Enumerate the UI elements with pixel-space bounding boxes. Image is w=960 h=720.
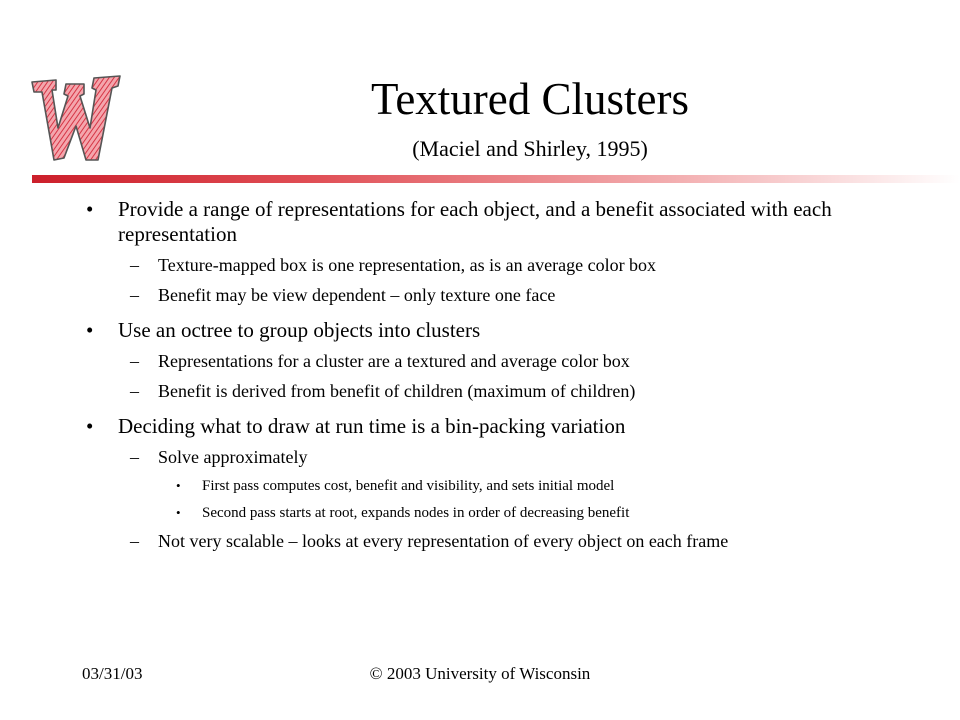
bullet-item bbox=[82, 318, 882, 343]
title-divider bbox=[32, 175, 960, 183]
slide-subtitle: (Maciel and Shirley, 1995) bbox=[412, 136, 648, 161]
sub-bullet-item bbox=[82, 445, 882, 469]
sub-sub-bullet-text: First pass computes cost, benefit and visibility, and sets initial model bbox=[202, 478, 615, 494]
sub-bullet-text: Representations for a cluster are a textured and average color box bbox=[158, 351, 630, 371]
bullet-text: Use an octree to group objects into clusters bbox=[118, 318, 481, 342]
dash-marker: – bbox=[130, 381, 139, 401]
slide-body bbox=[82, 197, 882, 553]
slide-title: Textured Clusters bbox=[370, 74, 690, 124]
sub-bullet-text: Solve approximately bbox=[158, 447, 308, 467]
sub-sub-bullet-text: Second pass starts at root, expands nodes in order of decreasing benefit bbox=[202, 505, 630, 521]
bullet-text: Provide a range of representations for each object, and a benefit associated with each representation bbox=[118, 197, 832, 246]
sub-bullet-text: Benefit may be view dependent – only texture one face bbox=[158, 285, 556, 305]
sub-bullet-item bbox=[82, 529, 882, 553]
bullet-item bbox=[82, 197, 882, 247]
bullet-item bbox=[82, 414, 882, 439]
sub-bullet-item bbox=[82, 349, 882, 373]
sub-sub-bullet-item bbox=[82, 503, 882, 523]
bullet-marker: • bbox=[86, 197, 94, 221]
dash-marker: – bbox=[130, 285, 139, 305]
dot-marker: • bbox=[176, 478, 181, 493]
dash-marker: – bbox=[130, 255, 139, 275]
dot-marker: • bbox=[176, 505, 181, 520]
sub-bullet-item bbox=[82, 253, 882, 277]
sub-sub-bullet-item bbox=[82, 476, 882, 496]
bullet-marker: • bbox=[86, 414, 94, 438]
dash-marker: – bbox=[130, 447, 139, 467]
sub-bullet-text: Texture-mapped box is one representation, as is an average color box bbox=[158, 255, 657, 275]
bullet-marker: • bbox=[86, 318, 94, 342]
dash-marker: – bbox=[130, 531, 139, 551]
dash-marker: – bbox=[130, 351, 139, 371]
footer-date: 03/31/03 bbox=[82, 664, 143, 683]
sub-bullet-text: Benefit is derived from benefit of children (maximum of children) bbox=[158, 381, 636, 401]
wisconsin-w-logo-icon bbox=[26, 70, 126, 170]
sub-bullet-item bbox=[82, 379, 882, 403]
bullet-text: Deciding what to draw at run time is a bin-packing variation bbox=[118, 414, 626, 438]
sub-bullet-item bbox=[82, 283, 882, 307]
footer-copyright: © 2003 University of Wisconsin bbox=[369, 664, 591, 683]
sub-bullet-text: Not very scalable – looks at every representation of every object on each frame bbox=[158, 531, 729, 551]
